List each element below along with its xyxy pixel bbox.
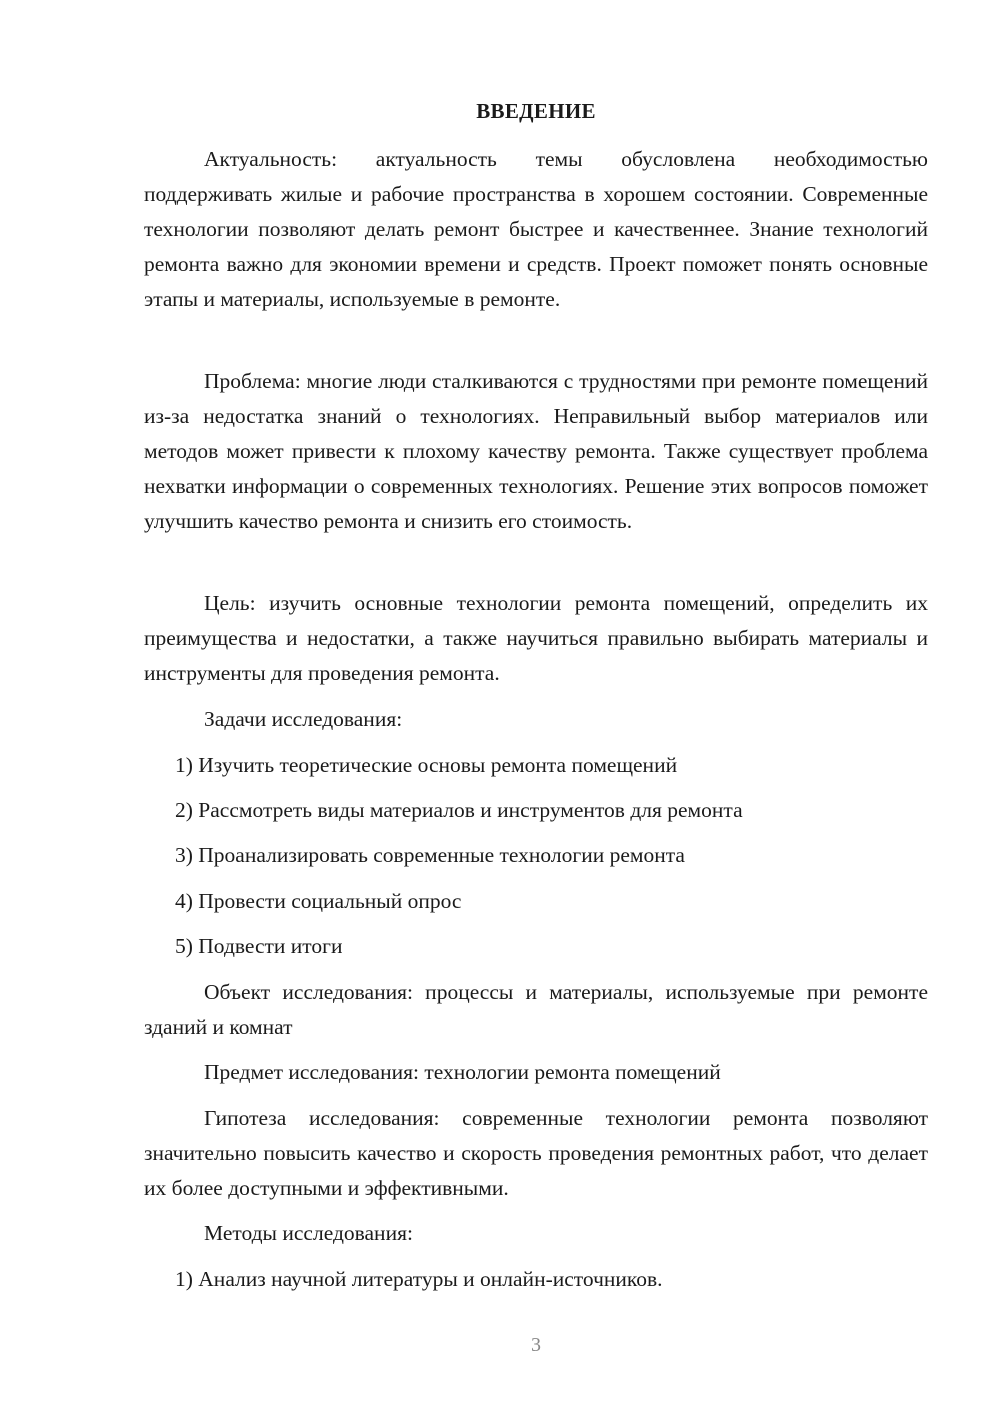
page-title: ВВЕДЕНИЕ xyxy=(476,99,596,123)
page-number: 3 xyxy=(531,1334,541,1356)
methods-heading: Методы исследования: xyxy=(204,1221,413,1245)
task-item: 1) Изучить теоретические основы ремонта помещений xyxy=(175,753,678,777)
task-item: 5) Подвести итоги xyxy=(175,934,343,958)
task-item: 2) Рассмотреть виды материалов и инструментов для ремонта xyxy=(175,798,743,822)
tasks-heading: Задачи исследования: xyxy=(204,707,403,731)
paragraph-problem: Проблема: многие люди сталкиваются с трудностями при ремонте помещений из-за недостатка знаний о технологиях. Неправильный выбор материалов или методов может привести к плохому качеству ремонта. Также существует проблема нехватки информации о современных технологиях. Решение этих вопросов поможет улучшить качество ремонта и снизить его стоимость. xyxy=(144,369,928,533)
paragraph-subject: Предмет исследования: технологии ремонта помещений xyxy=(204,1060,721,1084)
task-item: 3) Проанализировать современные технологии ремонта xyxy=(175,843,685,867)
paragraph-object: Объект исследования: процессы и материалы, используемые при ремонте зданий и комнат xyxy=(144,980,928,1039)
paragraph-hypothesis: Гипотеза исследования: современные технологии ремонта позволяют значительно повысить качество и скорость проведения ремонтных работ, что делает их более доступными и эффективными. xyxy=(144,1106,928,1200)
paragraph-relevance: Актуальность: актуальность темы обусловлена необходимостью поддерживать жилые и рабочие пространства в хорошем состоянии. Современные технологии позволяют делать ремонт быстрее и качественнее. Знание технологий ремонта важно для экономии времени и средств. Проект поможет понять основные этапы и материалы, используемые в ремонте. xyxy=(144,147,928,311)
task-item: 4) Провести социальный опрос xyxy=(175,889,462,913)
paragraph-goal: Цель: изучить основные технологии ремонта помещений, определить их преимущества и недостатки, а также научиться правильно выбирать материалы и инструменты для проведения ремонта. xyxy=(144,591,928,685)
method-item: 1) Анализ научной литературы и онлайн-источников. xyxy=(175,1267,663,1291)
